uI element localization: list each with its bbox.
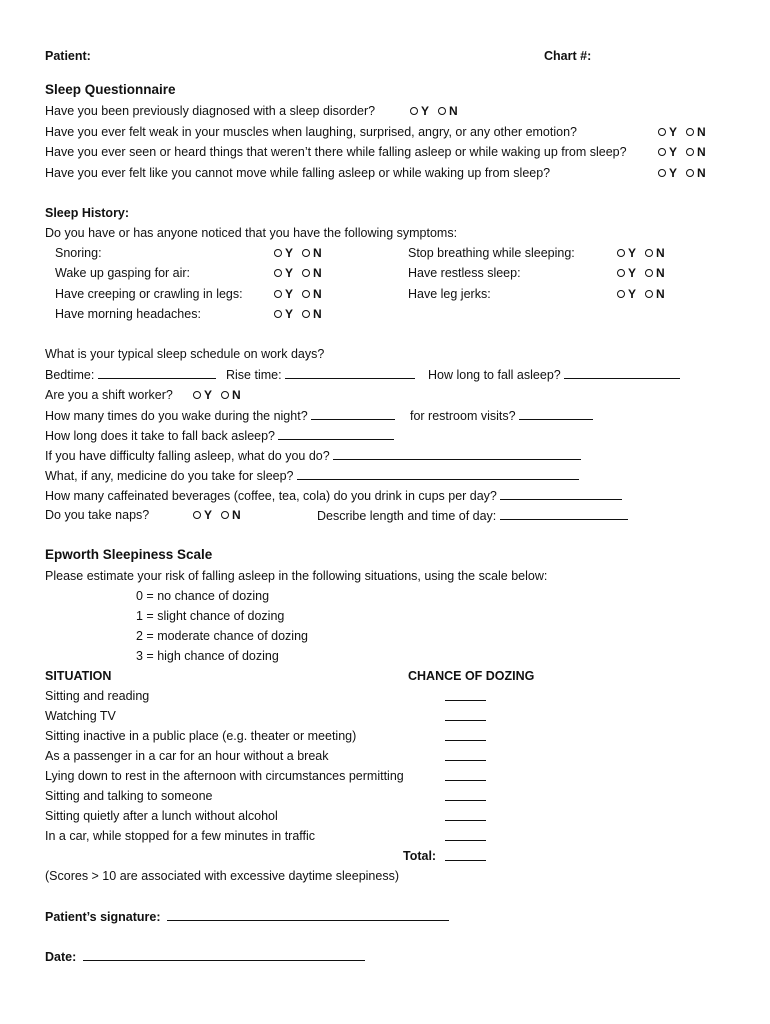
radio-no[interactable]: N (645, 286, 665, 302)
symptom-snoring: Snoring: (55, 246, 102, 260)
radio-circle-icon (658, 148, 666, 156)
chance-header: CHANCE OF DOZING (408, 669, 535, 683)
score-line (445, 828, 486, 841)
signature-row (45, 908, 449, 925)
symptom-morning-headaches: Have morning headaches: (55, 307, 201, 321)
radio-circle-icon (645, 269, 653, 277)
radio-no[interactable]: N (221, 387, 241, 403)
radio-circle-icon (221, 391, 229, 399)
score-field[interactable] (445, 828, 486, 845)
rise-time-label: Rise time: (226, 368, 282, 382)
bedtime-row (45, 366, 216, 383)
radio-circle-icon (302, 269, 310, 277)
radio-no[interactable]: N (221, 507, 241, 523)
yn-snoring (274, 245, 322, 261)
yn-creeping-legs (274, 286, 322, 302)
question-sleep-paralysis: Have you ever felt like you cannot move while falling asleep or while waking up from sleep? (45, 166, 551, 180)
score-line (445, 688, 486, 701)
restroom-row (410, 407, 593, 424)
score-field[interactable] (445, 768, 486, 785)
nap-describe-field[interactable] (500, 507, 628, 520)
bedtime-field[interactable] (98, 366, 216, 379)
nap-describe-row (317, 507, 628, 524)
scale-item-0: 0 = no chance of dozing (136, 589, 270, 603)
epworth-title: Epworth Sleepiness Scale (45, 547, 213, 562)
fall-asleep-field[interactable] (564, 366, 680, 379)
radio-circle-icon (302, 249, 310, 257)
situation-item: Watching TV (45, 709, 116, 723)
score-line (445, 728, 486, 741)
shift-worker-label: Are you a shift worker? (45, 388, 173, 402)
rise-time-row (226, 366, 415, 383)
radio-circle-icon (193, 511, 201, 519)
yn-diagnosed (410, 103, 458, 119)
radio-yes[interactable]: Y (193, 387, 212, 403)
total-label: Total: (403, 849, 437, 863)
scale-item-1: 1 = slight chance of dozing (136, 609, 285, 623)
total-line (445, 848, 486, 861)
radio-no[interactable]: N (645, 265, 665, 281)
yn-restless-sleep (617, 265, 665, 281)
difficulty-field[interactable] (333, 447, 581, 460)
score-field[interactable] (445, 728, 486, 745)
radio-no[interactable]: N (438, 103, 458, 119)
score-field[interactable] (445, 808, 486, 825)
date-row (45, 948, 365, 965)
chart-number-label: Chart #: (544, 49, 592, 63)
medicine-row (45, 467, 579, 484)
score-line (445, 748, 486, 761)
radio-yes[interactable]: Y (274, 265, 293, 281)
radio-yes[interactable]: Y (617, 286, 636, 302)
medicine-field[interactable] (297, 467, 579, 480)
radio-circle-icon (274, 310, 282, 318)
radio-circle-icon (645, 290, 653, 298)
rise-time-field[interactable] (285, 366, 415, 379)
radio-circle-icon (645, 249, 653, 257)
score-line (445, 808, 486, 821)
situation-item: Sitting inactive in a public place (e.g. theater or meeting) (45, 729, 357, 743)
question-hallucinations: Have you ever seen or heard things that weren’t there while falling asleep or while waking up from sleep? (45, 145, 627, 159)
fall-asleep-row (428, 366, 680, 383)
radio-circle-icon (302, 290, 310, 298)
score-field[interactable] (445, 788, 486, 805)
radio-yes[interactable]: Y (617, 265, 636, 281)
radio-circle-icon (658, 128, 666, 136)
radio-circle-icon (617, 290, 625, 298)
radio-yes[interactable]: Y (274, 245, 293, 261)
question-diagnosed: Have you been previously diagnosed with a sleep disorder? (45, 104, 376, 118)
score-note: (Scores > 10 are associated with excessive daytime sleepiness) (45, 869, 399, 883)
radio-yes[interactable]: Y (274, 306, 293, 322)
radio-no[interactable]: N (686, 165, 706, 181)
symptom-gasping: Wake up gasping for air: (55, 266, 191, 280)
date-label: Date: (45, 950, 77, 964)
patient-label: Patient: (45, 49, 91, 63)
restroom-label: for restroom visits? (410, 409, 516, 423)
situation-item: As a passenger in a car for an hour without a break (45, 749, 329, 763)
radio-yes[interactable]: Y (658, 144, 677, 160)
radio-no[interactable]: N (645, 245, 665, 261)
wake-times-label: How many times do you wake during the night? (45, 409, 308, 423)
score-line (445, 768, 486, 781)
scale-item-3: 3 = high chance of dozing (136, 649, 279, 663)
yn-stop-breathing (617, 245, 665, 261)
epworth-intro: Please estimate your risk of falling asleep in the following situations, using the scale below: (45, 569, 548, 583)
radio-circle-icon (617, 269, 625, 277)
caffeine-field[interactable] (500, 487, 622, 500)
radio-yes[interactable]: Y (193, 507, 212, 523)
yn-sleep-paralysis (658, 165, 706, 181)
radio-no[interactable]: N (686, 124, 706, 140)
yn-naps (193, 507, 241, 523)
fall-asleep-label: How long to fall asleep? (428, 368, 561, 382)
signature-label: Patient’s signature: (45, 910, 161, 924)
yn-muscle-weakness (658, 124, 706, 140)
radio-circle-icon (221, 511, 229, 519)
yn-morning-headaches (274, 306, 322, 322)
radio-no[interactable]: N (302, 265, 322, 281)
situation-item: Sitting and reading (45, 689, 150, 703)
situation-item: Sitting quietly after a lunch without alcohol (45, 809, 278, 823)
situation-item: In a car, while stopped for a few minutes in traffic (45, 829, 316, 843)
radio-circle-icon (410, 107, 418, 115)
symptom-restless-sleep: Have restless sleep: (408, 266, 521, 280)
symptom-stop-breathing: Stop breathing while sleeping: (408, 246, 575, 260)
radio-circle-icon (658, 169, 666, 177)
score-line (445, 708, 486, 721)
radio-no[interactable]: N (686, 144, 706, 160)
radio-circle-icon (686, 148, 694, 156)
signature-field[interactable] (167, 908, 449, 921)
radio-yes[interactable]: Y (658, 124, 677, 140)
total-field[interactable] (445, 848, 486, 865)
sleep-history-title: Sleep History: (45, 206, 130, 220)
question-muscle-weakness: Have you ever felt weak in your muscles when laughing, surprised, angry, or any other emotion? (45, 125, 577, 139)
fall-back-field[interactable] (278, 427, 394, 440)
nap-describe-label: Describe length and time of day: (317, 509, 497, 523)
radio-circle-icon (274, 249, 282, 257)
radio-circle-icon (686, 128, 694, 136)
difficulty-label: If you have difficulty falling asleep, what do you do? (45, 449, 330, 463)
yn-shift-worker (193, 387, 241, 403)
situation-item: Sitting and talking to someone (45, 789, 213, 803)
radio-circle-icon (193, 391, 201, 399)
medicine-label: What, if any, medicine do you take for sleep? (45, 469, 294, 483)
yn-hallucinations (658, 144, 706, 160)
radio-no[interactable]: N (302, 286, 322, 302)
radio-no[interactable]: N (302, 306, 322, 322)
situation-item: Lying down to rest in the afternoon with circumstances permitting (45, 769, 404, 783)
radio-no[interactable]: N (302, 245, 322, 261)
wake-times-field[interactable] (311, 407, 395, 420)
score-line (445, 788, 486, 801)
radio-circle-icon (274, 269, 282, 277)
symptom-creeping-legs: Have creeping or crawling in legs: (55, 287, 243, 301)
restroom-field[interactable] (519, 407, 593, 420)
yn-leg-jerks (617, 286, 665, 302)
radio-circle-icon (302, 310, 310, 318)
radio-yes[interactable]: Y (410, 103, 429, 119)
caffeine-label: How many caffeinated beverages (coffee, tea, cola) do you drink in cups per day? (45, 489, 497, 503)
situation-header: SITUATION (45, 669, 112, 683)
wake-times-row (45, 407, 395, 424)
sleep-questionnaire-title: Sleep Questionnaire (45, 82, 176, 97)
scale-item-2: 2 = moderate chance of dozing (136, 629, 308, 643)
fall-back-label: How long does it take to fall back asleep? (45, 429, 275, 443)
yn-gasping (274, 265, 322, 281)
radio-circle-icon (617, 249, 625, 257)
difficulty-row (45, 447, 581, 464)
score-field[interactable] (445, 708, 486, 725)
schedule-intro: What is your typical sleep schedule on work days? (45, 347, 325, 361)
radio-yes[interactable]: Y (617, 245, 636, 261)
radio-circle-icon (438, 107, 446, 115)
radio-circle-icon (274, 290, 282, 298)
naps-label: Do you take naps? (45, 508, 150, 522)
radio-circle-icon (686, 169, 694, 177)
symptom-leg-jerks: Have leg jerks: (408, 287, 491, 301)
date-field[interactable] (83, 948, 365, 961)
fall-back-row (45, 427, 394, 444)
score-field[interactable] (445, 688, 486, 705)
radio-yes[interactable]: Y (658, 165, 677, 181)
caffeine-row (45, 487, 622, 504)
bedtime-label: Bedtime: (45, 368, 95, 382)
radio-yes[interactable]: Y (274, 286, 293, 302)
sleep-history-intro: Do you have or has anyone noticed that you have the following symptoms: (45, 226, 458, 240)
score-field[interactable] (445, 748, 486, 765)
